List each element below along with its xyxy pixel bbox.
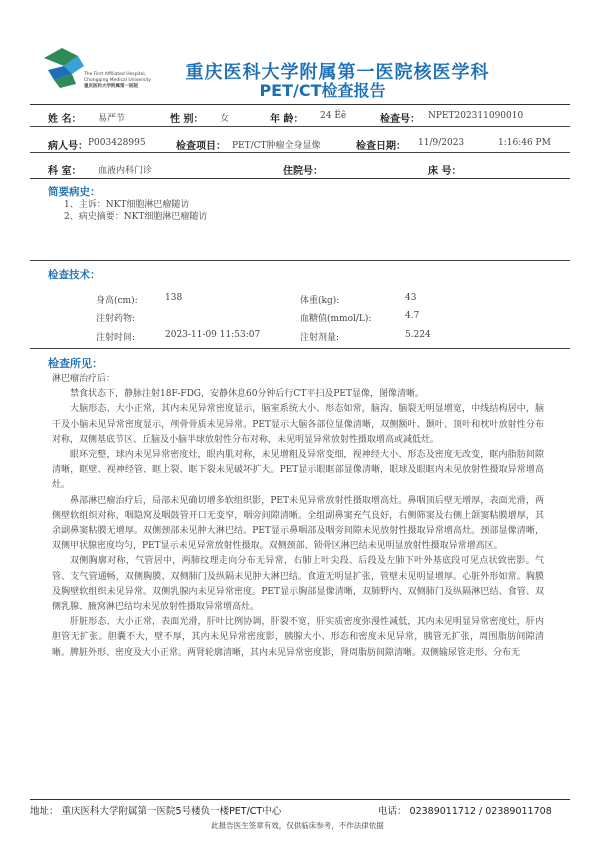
exam-date-label: 检查日期：	[356, 141, 406, 152]
findings-title: 检查所见：	[48, 357, 103, 370]
glucose-label: 血糖值(mmol/L):	[300, 314, 372, 324]
footer-address: 地址： 重庆医科大学附属第一医院5号楼负一楼PET/CT中心	[30, 806, 282, 817]
findings-paragraph: 鼻部淋巴瘤治疗后，局部未见确切增多软组织影，PET未见异常放射性摄取增高灶。鼻咽顶后壁无增厚，表面光滑，两侧壁软组织对称，咽隐窝及咽鼓管开口无变窄，咽旁间隙清晰。全组副鼻窦充气良好，右侧筛窦及右侧上颌窦粘膜增厚，其余副鼻窦粘膜无增厚。双侧颈部未见肿大淋巴结。PET显示鼻咽部及咽旁间隙未见放射性摄取异常增高灶。颈部显像清晰，双侧甲状腺密度均匀，PET显示未见异常放射性摄取。双侧颈部、锁骨区淋巴结未见明显放射性摄取异常增高区。	[52, 495, 544, 552]
technique-title: 检查技术：	[48, 269, 101, 281]
exam-no-label: 检查号：	[380, 114, 420, 125]
report-title: PET/CT检查报告	[259, 81, 386, 100]
height-label: 身高(cm):	[96, 296, 138, 306]
injection-time-value: 2023-11-09 11:53:07	[165, 330, 261, 340]
findings-paragraph: 眼环完整，球内未见异常密度灶，眼内肌对称，未见增粗及异常变细，视神经大小、形态及密度无改变，眶内脂肪间隙清晰，眶壁、视神经管、眶上裂、眶下裂未见破坏扩大。PET显示眼眶部显像清晰，眼球及眼眶内未见放射性摄取异常增高灶。	[52, 450, 544, 491]
row-divider-1	[30, 126, 570, 127]
age-label: 年 龄：	[270, 114, 304, 125]
patient-no: P003428995	[88, 138, 146, 148]
logo-text: The First Affiliated Hospital, Chongqing Medical University 重庆医科大学附属第一医院	[84, 72, 152, 89]
patient-name: 易严节	[98, 114, 126, 124]
injection-time-label: 注射时间:	[96, 333, 136, 343]
row-divider-3	[30, 178, 570, 179]
section-divider-2	[30, 348, 570, 349]
findings-paragraph: 禁食状态下，静脉注射18F-FDG，安静休息60分钟后行CT平扫及PET显像，图像清晰。	[70, 389, 424, 400]
exam-date: 11/9/2023	[418, 138, 465, 148]
history-line-1: 1、主诉：NKT细胞淋巴瘤随访	[64, 200, 190, 210]
sex-label: 性 别：	[170, 114, 204, 125]
name-label: 姓 名：	[48, 114, 82, 125]
findings-paragraph: 双侧胸廓对称，气管居中，两肺纹理走向分布无异常，右肺上叶尖段、后段及左肺下叶外基底段可见点状致密影。气管、支气管通畅，双侧胸膜、双侧肺门及纵隔未见肿大淋巴结。食道无明显扩张，管壁未见明显增厚。心脏外形如常。胸膜及胸壁软组织未见异常。双侧乳腺内未见异常密度。PET显示胸部显像清晰，双肺野内、双侧肺门及纵隔淋巴结、食管、双侧乳腺、腋窝淋巴结均未见放射性摄取异常增高灶。	[52, 556, 544, 613]
row-divider-2	[30, 152, 570, 153]
drug-label: 注射药物:	[96, 314, 136, 324]
dose-value: 5.224	[405, 330, 431, 340]
bed-label: 床 号：	[428, 166, 462, 177]
findings-paragraph: 肝脏形态、大小正常，表面光滑，肝叶比例协调，肝裂不宽，肝实质密度弥漫性减低，其内未见明显异常密度灶，肝内胆管无扩张。胆囊不大，壁不厚，其内未见异常密度影，胰腺大小、形态和密度未见异常，胰管无扩张，周围脂肪间隙清晰。脾脏外形、密度及大小正常。两肾轮廓清晰，其内未见异常密度影，肾周脂肪间隙清晰。双侧输尿管走形、分布无	[52, 617, 544, 658]
dept-label: 科 室：	[48, 166, 82, 177]
history-line-2: 2、病史摘要：NKT细胞淋巴瘤随访	[64, 212, 208, 222]
section-divider-1	[30, 260, 570, 261]
glucose-value: 4.7	[405, 311, 420, 321]
footer-note: 此报告医生签章有效，仅供临床参考，不作法律依据	[211, 821, 384, 830]
exam-item: PET/CT肿瘤全身显像	[232, 141, 321, 151]
footer-divider	[30, 799, 570, 800]
patient-no-label: 病人号：	[48, 141, 88, 152]
findings-paragraph: 大脑形态、大小正常，其内未见异常密度显示，脑室系统大小、形态如常，脑沟、脑裂无明显增宽，中线结构居中，脑干及小脑未见异常密度显示，颅骨骨质未见异常。PET显示大脑各部位显像清晰，双侧额叶、颞叶、顶叶和枕叶放射性分布对称，双侧基底节区、丘脑及小脑半球放射性分布对称，未见明显异常放射性摄取增高或减低灶。	[52, 404, 544, 445]
exam-no: NPET202311090010	[428, 111, 524, 121]
exam-time: 1:16:46 PM	[498, 138, 551, 148]
dept: 血液内科门诊	[98, 166, 153, 176]
patient-age: 24 Ëê	[320, 111, 347, 121]
inpatient-no-label: 住院号：	[283, 166, 323, 177]
weight-value: 43	[405, 293, 417, 303]
height-value: 138	[165, 293, 183, 303]
footer-phone: 电话： 02389011712 / 02389011708	[378, 806, 552, 817]
hospital-name: 重庆医科大学附属第一医院核医学科	[185, 62, 490, 83]
header-divider	[30, 104, 570, 105]
findings-body	[52, 372, 544, 660]
patient-sex: 女	[220, 114, 230, 124]
exam-item-label: 检查项目：	[176, 141, 226, 152]
dose-label: 注射剂量:	[300, 333, 340, 343]
weight-label: 体重(kg):	[300, 296, 340, 306]
history-title: 简要病史：	[48, 186, 101, 198]
findings-intro: 淋巴瘤治疗后：	[52, 374, 116, 384]
